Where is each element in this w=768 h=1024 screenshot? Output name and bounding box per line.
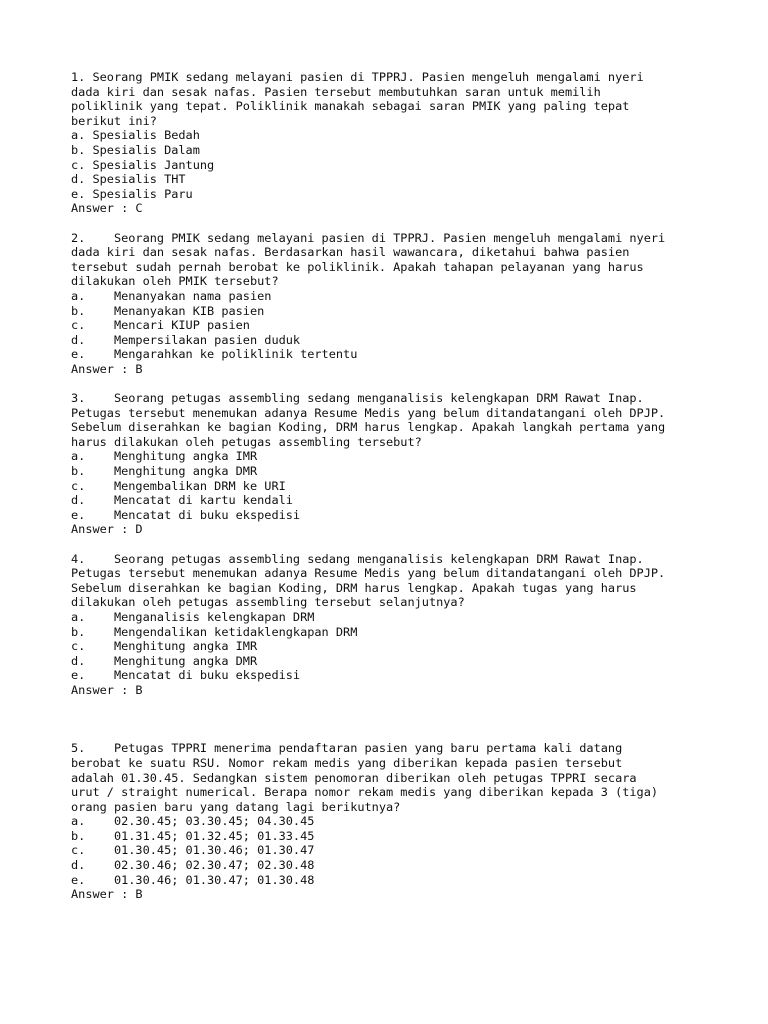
spacer [71, 698, 711, 742]
question-2-answer: Answer : B [71, 361, 143, 376]
question-1-option-a: a. Spesialis Bedah [71, 128, 200, 143]
question-5-option-c: c. 01.30.45; 01.30.46; 01.30.47 [71, 843, 315, 858]
question-2 [71, 231, 711, 377]
question-2-option-e: e. Mengarahkan ke poliklinik tertentu [71, 347, 358, 362]
question-3-option-d: d. Mencatat di kartu kendali [71, 493, 293, 508]
question-3-answer: Answer : D [71, 522, 143, 537]
question-3-option-b: b. Menghitung angka DMR [71, 464, 258, 479]
question-5-answer: Answer : B [71, 887, 143, 902]
question-1-stem-line: berikut ini? [71, 113, 157, 128]
question-5-stem-line: adalah 01.30.45. Sedangkan sistem penomoran diberikan oleh petugas TPPRI secara [71, 770, 637, 785]
question-2-option-b: b. Menanyakan KIB pasien [71, 303, 265, 318]
question-4-stem-line: dilakukan oleh petugas assembling tersebut selanjutnya? [71, 595, 465, 610]
question-3-option-a: a. Menghitung angka IMR [71, 449, 258, 464]
question-3-stem-line: Sebelum diserahkan ke bagian Koding, DRM harus lengkap. Apakah langkah pertama yang [71, 420, 666, 435]
question-1-stem-line: poliklinik yang tepat. Poliklinik manakah sebagai saran PMIK yang paling tepat [71, 99, 630, 114]
question-1-stem-line: dada kiri dan sesak nafas. Pasien tersebut membutuhkan saran untuk memilih [71, 84, 601, 99]
question-5-stem-line: urut / straight numerical. Berapa nomor rekam medis yang diberikan kepada 3 (tiga) [71, 785, 659, 800]
question-2-stem-line: tersebut sudah pernah berobat ke poliklinik. Apakah tahapan pelayanan yang harus [71, 259, 644, 274]
question-1 [71, 70, 711, 216]
question-4-option-e: e. Mencatat di buku ekspedisi [71, 668, 301, 683]
spacer [71, 376, 711, 391]
question-1-option-b: b. Spesialis Dalam [71, 142, 200, 157]
question-4-stem-line: 4. Seorang petugas assembling sedang menganalisis kelengkapan DRM Rawat Inap. [71, 551, 644, 566]
question-4 [71, 552, 711, 698]
question-1-answer: Answer : C [71, 201, 143, 216]
question-5-stem-line: 5. Petugas TPPRI menerima pendaftaran pasien yang baru pertama kali datang [71, 741, 623, 756]
question-4-stem-line: Sebelum diserahkan ke bagian Koding, DRM harus lengkap. Apakah tugas yang harus [71, 580, 637, 595]
question-3 [71, 391, 711, 537]
question-4-option-a: a. Menganalisis kelengkapan DRM [71, 609, 315, 624]
question-5-option-b: b. 01.31.45; 01.32.45; 01.33.45 [71, 828, 315, 843]
question-4-option-d: d. Menghitung angka DMR [71, 653, 258, 668]
question-1-option-d: d. Spesialis THT [71, 172, 186, 187]
question-5-option-d: d. 02.30.46; 02.30.47; 02.30.48 [71, 858, 315, 873]
question-3-option-e: e. Mencatat di buku ekspedisi [71, 507, 301, 522]
question-1-option-c: c. Spesialis Jantung [71, 157, 215, 172]
spacer [71, 537, 711, 552]
question-5-stem-line: orang pasien baru yang datang lagi berikutnya? [71, 799, 401, 814]
question-4-stem-line: Petugas tersebut menemukan adanya Resume Medis yang belum ditandatangani oleh DPJP. [71, 566, 666, 581]
question-5-option-e: e. 01.30.46; 01.30.47; 01.30.48 [71, 872, 315, 887]
question-2-stem-line: 2. Seorang PMIK sedang melayani pasien di TPPRJ. Pasien mengeluh mengalami nyeri [71, 230, 666, 245]
spacer [71, 216, 711, 231]
question-3-stem-line: 3. Seorang petugas assembling sedang menganalisis kelengkapan DRM Rawat Inap. [71, 391, 644, 406]
question-2-stem-line: dilakukan oleh PMIK tersebut? [71, 274, 279, 289]
question-2-option-a: a. Menanyakan nama pasien [71, 288, 272, 303]
question-4-answer: Answer : B [71, 682, 143, 697]
question-5-stem-line: berobat ke suatu RSU. Nomor rekam medis yang diberikan kepada pasien tersebut [71, 755, 623, 770]
document-page [71, 70, 711, 902]
question-3-stem-line: harus dilakukan oleh petugas assembling tersebut? [71, 434, 422, 449]
question-5-option-a: a. 02.30.45; 03.30.45; 04.30.45 [71, 814, 315, 829]
question-1-option-e: e. Spesialis Paru [71, 186, 193, 201]
question-5 [71, 741, 711, 902]
question-3-stem-line: Petugas tersebut menemukan adanya Resume Medis yang belum ditandatangani oleh DPJP. [71, 405, 666, 420]
question-4-option-c: c. Menghitung angka IMR [71, 639, 258, 654]
question-2-option-d: d. Mempersilakan pasien duduk [71, 332, 301, 347]
question-2-option-c: c. Mencari KIUP pasien [71, 318, 250, 333]
question-1-stem-line: 1. Seorang PMIK sedang melayani pasien di TPPRJ. Pasien mengeluh mengalami nyeri [71, 70, 644, 84]
question-4-option-b: b. Mengendalikan ketidaklengkapan DRM [71, 624, 358, 639]
question-2-stem-line: dada kiri dan sesak nafas. Berdasarkan hasil wawancara, diketahui bahwa pasien [71, 245, 630, 260]
question-3-option-c: c. Mengembalikan DRM ke URI [71, 478, 286, 493]
